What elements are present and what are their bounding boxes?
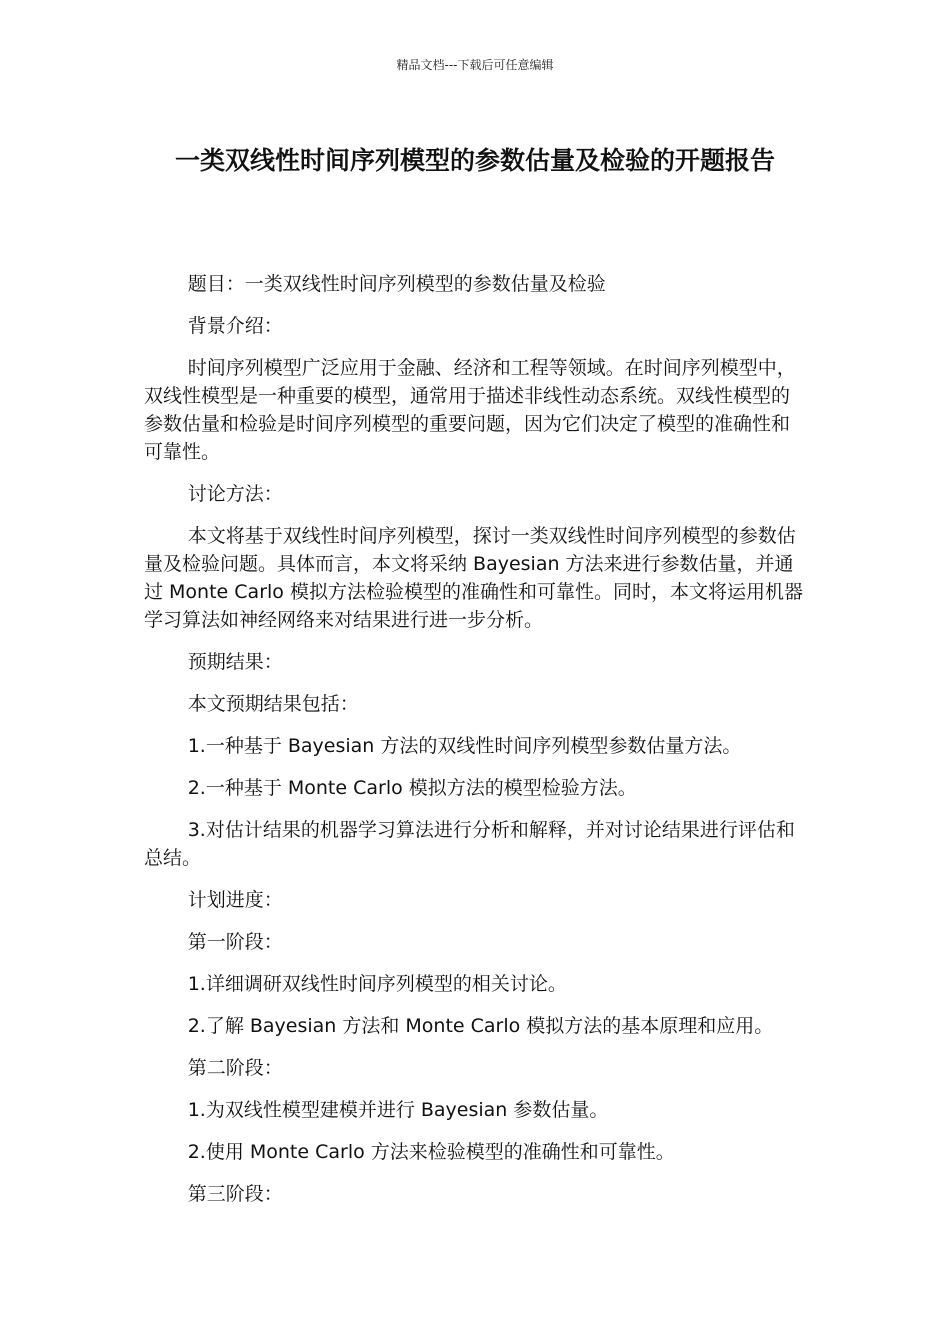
phase-heading-2: 第二阶段：: [187, 1057, 283, 1079]
phase-1-item: 1.详细调研双线性时间序列模型的相关讨论。: [187, 973, 567, 995]
expected-result-item: 3.对估计结果的机器学习算法进行分析和解释，并对讨论结果进行评估和总结。: [144, 819, 795, 869]
expected-result-item: 2.一种基于 Monte Carlo 模拟方法的模型检验方法。: [187, 777, 637, 799]
section-heading-schedule: 计划进度：: [187, 889, 283, 911]
phase-2-item: 2.使用 Monte Carlo 方法来检验模型的准确性和可靠性。: [187, 1141, 675, 1163]
section-heading-method: 讨论方法：: [187, 483, 283, 505]
background-paragraph: 时间序列模型广泛应用于金融、经济和工程等领域。在时间序列模型中，双线性模型是一种重要的模型，通常用于描述非线性动态系统。双线性模型的参数估量和检验是时间序列模型的重要问题，因为它们决定了模型的准确性和可靠性。: [144, 357, 796, 463]
document-title: 一类双线性时间序列模型的参数估量及检验的开题报告: [174, 146, 775, 175]
expected-result-item: 1.一种基于 Bayesian 方法的双线性时间序列模型参数估量方法。: [187, 735, 742, 757]
phase-2-item: 1.为双线性模型建模并进行 Bayesian 参数估量。: [187, 1099, 609, 1121]
method-paragraph: 本文将基于双线性时间序列模型，探讨一类双线性时间序列模型的参数估量及检验问题。具体而言，本文将采纳 Bayesian 方法来进行参数估量，并通过 Monte Carlo 模拟方法检验模型的准确性和可靠性。同时，本文将运用机器学习算法如神经网络来对结果进行进一步分析。: [144, 525, 803, 631]
section-heading-background: 背景介绍：: [187, 315, 283, 337]
topic-line: 题目：一类双线性时间序列模型的参数估量及检验: [187, 273, 606, 295]
phase-1-item: 2.了解 Bayesian 方法和 Monte Carlo 模拟方法的基本原理和应用。: [187, 1015, 774, 1037]
section-heading-expected-results: 预期结果：: [187, 651, 283, 673]
phase-heading-1: 第一阶段：: [187, 931, 283, 953]
page-header-note: 精品文档---下载后可任意编辑: [396, 58, 554, 72]
expected-results-intro: 本文预期结果包括：: [187, 693, 359, 715]
document-body: [144, 270, 808, 1222]
phase-heading-3: 第三阶段：: [187, 1183, 283, 1205]
